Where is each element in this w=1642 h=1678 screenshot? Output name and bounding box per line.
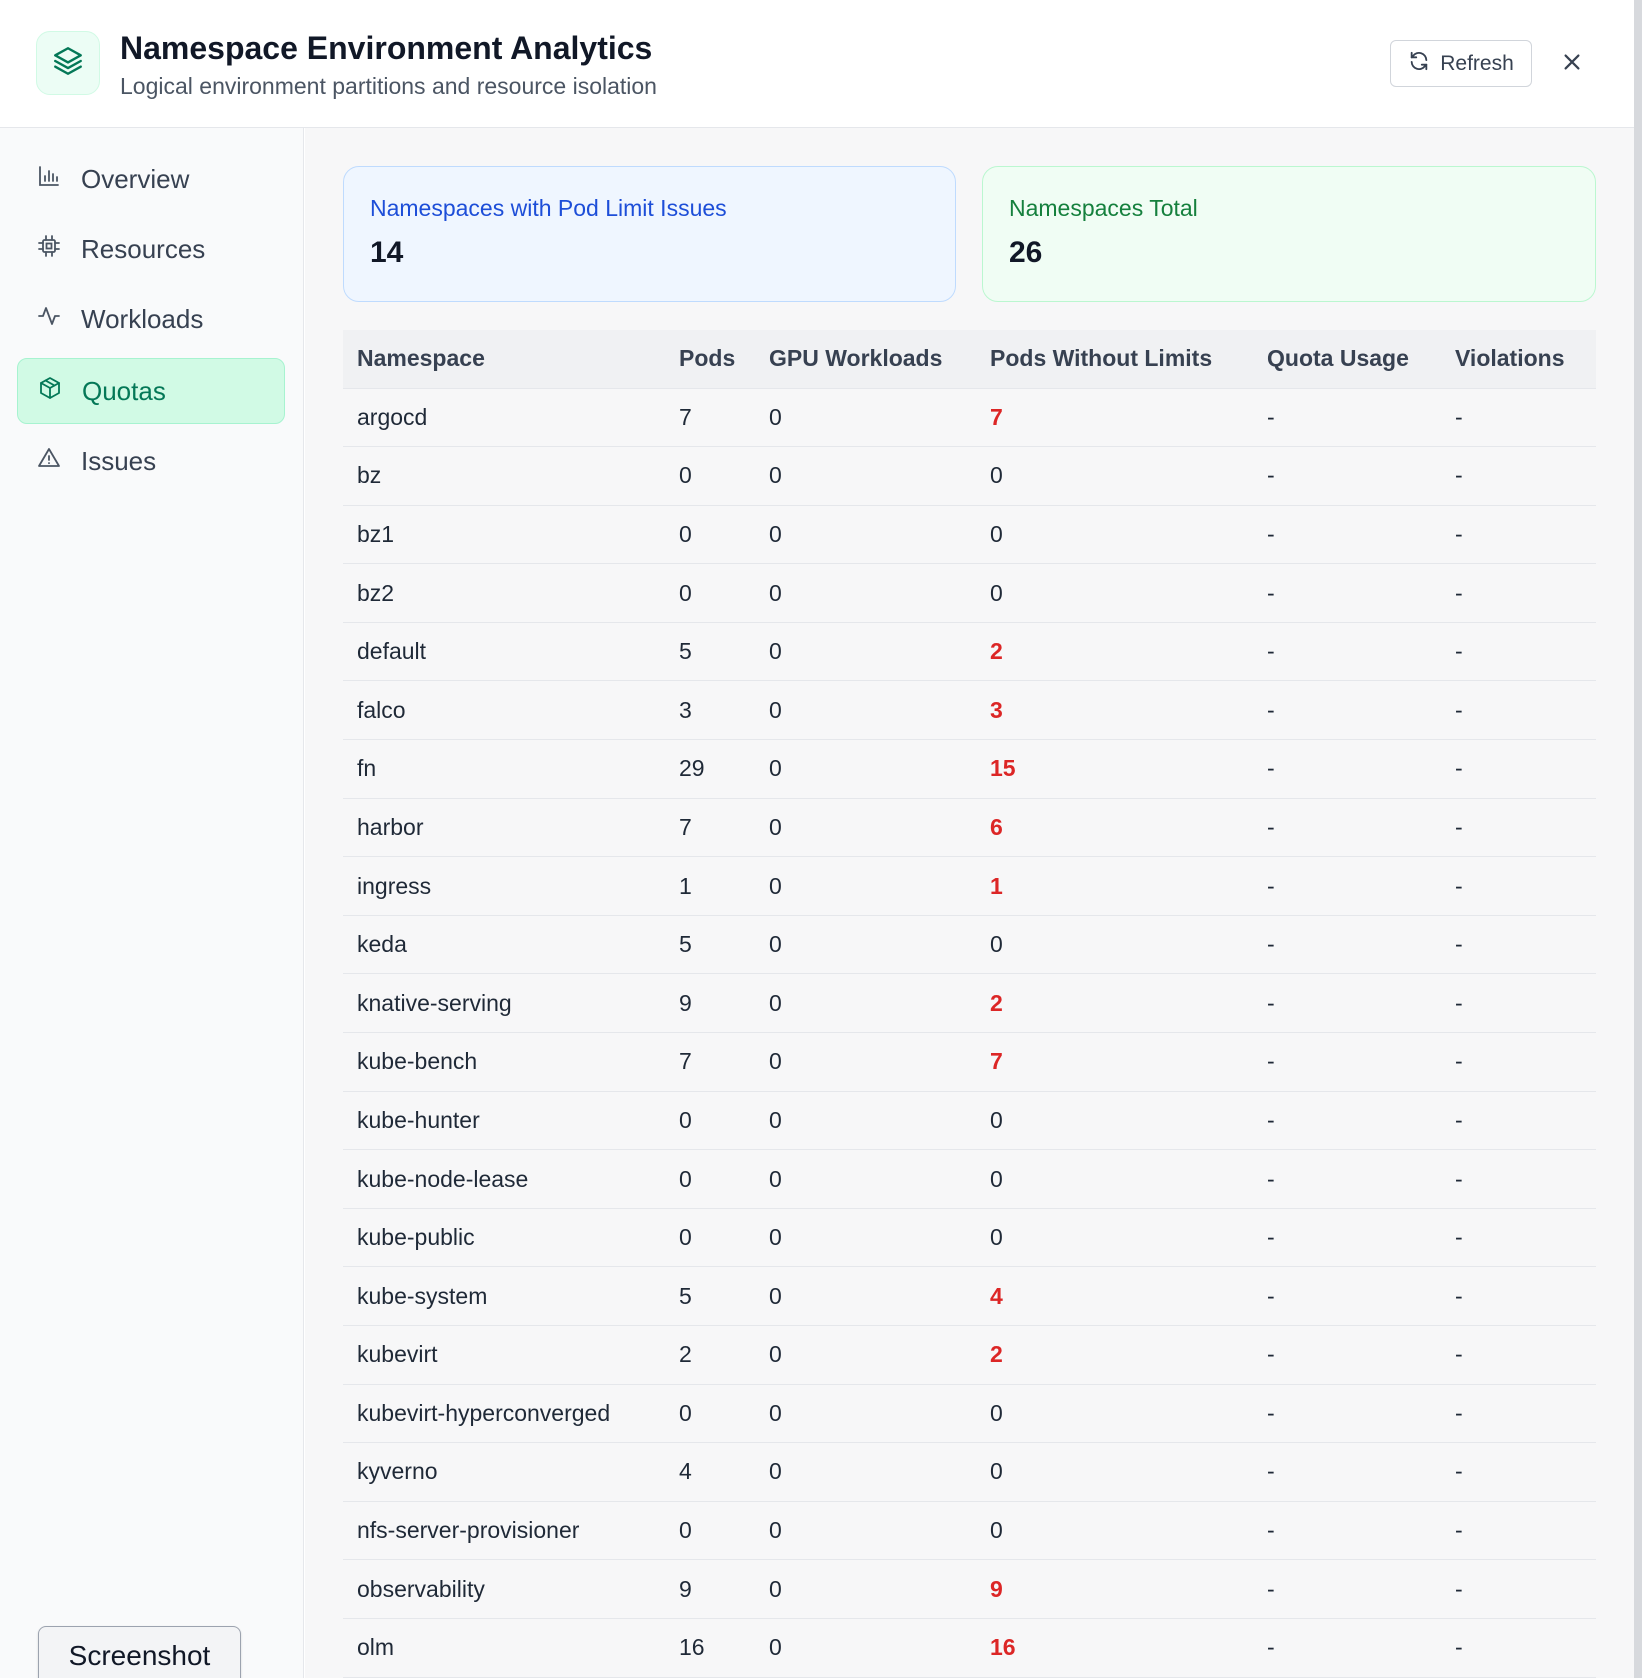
sidebar	[0, 128, 304, 1678]
pods-without-limits-cell: 0	[976, 1384, 1253, 1443]
gpu-workloads-cell: 0	[755, 1150, 976, 1209]
pods-cell: 0	[665, 1208, 755, 1267]
pods-cell: 0	[665, 447, 755, 506]
namespace-cell: harbor	[343, 798, 665, 857]
package-icon	[38, 376, 62, 407]
gpu-workloads-cell: 0	[755, 505, 976, 564]
table-row[interactable]	[343, 1150, 1596, 1209]
gpu-workloads-cell: 0	[755, 1443, 976, 1502]
gpu-workloads-cell: 0	[755, 915, 976, 974]
violations-cell: -	[1441, 447, 1596, 506]
pods-without-limits-cell: 15	[976, 740, 1253, 799]
violations-cell: -	[1441, 564, 1596, 623]
namespace-cell: kube-node-lease	[343, 1150, 665, 1209]
namespace-cell: falco	[343, 681, 665, 740]
quota-usage-cell: -	[1253, 1560, 1441, 1619]
pods-cell: 5	[665, 1267, 755, 1326]
pods-without-limits-cell: 7	[976, 1033, 1253, 1092]
pods-without-limits-cell: 7	[976, 388, 1253, 447]
table-row[interactable]	[343, 1033, 1596, 1092]
pods-without-limits-cell: 4	[976, 1267, 1253, 1326]
table-row[interactable]	[343, 681, 1596, 740]
close-button[interactable]	[1552, 44, 1592, 84]
quota-usage-cell: -	[1253, 681, 1441, 740]
sidebar-item-issues[interactable]	[17, 428, 285, 494]
pods-cell: 7	[665, 1033, 755, 1092]
pods-without-limits-cell: 0	[976, 564, 1253, 623]
main-content	[305, 128, 1634, 1678]
table-row[interactable]	[343, 505, 1596, 564]
pods-cell: 7	[665, 798, 755, 857]
table-row[interactable]	[343, 1326, 1596, 1385]
gpu-workloads-cell: 0	[755, 564, 976, 623]
violations-cell: -	[1441, 622, 1596, 681]
pods-without-limits-cell: 0	[976, 1208, 1253, 1267]
table-row[interactable]	[343, 1091, 1596, 1150]
namespace-cell: bz2	[343, 564, 665, 623]
namespace-cell: kube-bench	[343, 1033, 665, 1092]
sidebar-item-workloads[interactable]	[17, 286, 285, 352]
pods-without-limits-cell: 16	[976, 1618, 1253, 1677]
pods-without-limits-cell: 0	[976, 1501, 1253, 1560]
pods-cell: 0	[665, 564, 755, 623]
background-window-edge	[1634, 0, 1642, 1678]
pods-without-limits-cell: 0	[976, 1150, 1253, 1209]
bar-chart-icon	[37, 164, 61, 195]
violations-cell: -	[1441, 1560, 1596, 1619]
namespace-cell: kubevirt-hyperconverged	[343, 1384, 665, 1443]
quota-usage-cell: -	[1253, 447, 1441, 506]
quota-usage-cell: -	[1253, 974, 1441, 1033]
namespace-cell: kyverno	[343, 1443, 665, 1502]
quota-usage-cell: -	[1253, 505, 1441, 564]
gpu-workloads-cell: 0	[755, 1618, 976, 1677]
namespace-cell: bz1	[343, 505, 665, 564]
table-row[interactable]	[343, 915, 1596, 974]
gpu-workloads-cell: 0	[755, 1267, 976, 1326]
pods-cell: 9	[665, 1560, 755, 1619]
cpu-chip-icon	[37, 234, 61, 265]
refresh-label: Refresh	[1440, 51, 1514, 75]
gpu-workloads-cell: 0	[755, 622, 976, 681]
table-row[interactable]	[343, 740, 1596, 799]
gpu-workloads-cell: 0	[755, 1033, 976, 1092]
column-header[interactable]: Pods Without Limits	[976, 330, 1253, 388]
namespace-cell: nfs-server-provisioner	[343, 1501, 665, 1560]
violations-cell: -	[1441, 1267, 1596, 1326]
namespace-cell: kubevirt	[343, 1326, 665, 1385]
close-icon	[1561, 51, 1583, 78]
pods-without-limits-cell: 2	[976, 1326, 1253, 1385]
violations-cell: -	[1441, 1384, 1596, 1443]
activity-icon	[37, 304, 61, 335]
table-row[interactable]	[343, 1267, 1596, 1326]
table-row[interactable]	[343, 1443, 1596, 1502]
namespace-cell: kube-public	[343, 1208, 665, 1267]
table-row[interactable]	[343, 1618, 1596, 1677]
pods-cell: 1	[665, 857, 755, 916]
column-header[interactable]: GPU Workloads	[755, 330, 976, 388]
pods-cell: 5	[665, 622, 755, 681]
violations-cell: -	[1441, 857, 1596, 916]
namespace-cell: observability	[343, 1560, 665, 1619]
pods-cell: 29	[665, 740, 755, 799]
sidebar-item-label: Issues	[81, 445, 157, 476]
pods-cell: 0	[665, 1150, 755, 1209]
refresh-button[interactable]	[1390, 40, 1532, 87]
card-label: Namespaces Total	[1009, 195, 1198, 221]
namespace-cell: fn	[343, 740, 665, 799]
gpu-workloads-cell: 0	[755, 974, 976, 1033]
violations-cell: -	[1441, 1443, 1596, 1502]
sidebar-item-overview[interactable]	[17, 146, 285, 212]
quota-usage-cell: -	[1253, 388, 1441, 447]
quota-usage-cell: -	[1253, 564, 1441, 623]
quota-usage-cell: -	[1253, 1033, 1441, 1092]
page-title: Namespace Environment Analytics	[120, 30, 653, 66]
gpu-workloads-cell: 0	[755, 388, 976, 447]
pods-cell: 0	[665, 1384, 755, 1443]
gpu-workloads-cell: 0	[755, 447, 976, 506]
gpu-workloads-cell: 0	[755, 798, 976, 857]
gpu-workloads-cell: 0	[755, 1384, 976, 1443]
sidebar-item-label: Workloads	[81, 303, 204, 334]
quota-usage-cell: -	[1253, 1443, 1441, 1502]
gpu-workloads-cell: 0	[755, 681, 976, 740]
table-row[interactable]	[343, 857, 1596, 916]
table-row[interactable]	[343, 1384, 1596, 1443]
table-row[interactable]	[343, 1501, 1596, 1560]
table-row[interactable]	[343, 388, 1596, 447]
table-row[interactable]	[343, 622, 1596, 681]
gpu-workloads-cell: 0	[755, 1501, 976, 1560]
violations-cell: -	[1441, 1208, 1596, 1267]
violations-cell: -	[1441, 1326, 1596, 1385]
quota-usage-cell: -	[1253, 1267, 1441, 1326]
violations-cell: -	[1441, 1501, 1596, 1560]
violations-cell: -	[1441, 915, 1596, 974]
namespace-cell: default	[343, 622, 665, 681]
quota-usage-cell: -	[1253, 622, 1441, 681]
pods-cell: 7	[665, 388, 755, 447]
quota-usage-cell: -	[1253, 1384, 1441, 1443]
violations-cell: -	[1441, 1150, 1596, 1209]
gpu-workloads-cell: 0	[755, 1560, 976, 1619]
pods-without-limits-cell: 2	[976, 974, 1253, 1033]
quota-usage-cell: -	[1253, 1618, 1441, 1677]
namespace-cell: ingress	[343, 857, 665, 916]
pods-cell: 0	[665, 1091, 755, 1150]
quota-usage-cell: -	[1253, 1208, 1441, 1267]
pods-cell: 3	[665, 681, 755, 740]
pods-without-limits-cell: 0	[976, 1091, 1253, 1150]
table-row[interactable]	[343, 974, 1596, 1033]
table-row[interactable]	[343, 1208, 1596, 1267]
table-body	[343, 388, 1596, 1677]
namespaces-total-card	[982, 166, 1596, 302]
pods-cell: 9	[665, 974, 755, 1033]
pods-without-limits-cell: 3	[976, 681, 1253, 740]
card-value: 14	[370, 236, 404, 269]
quota-usage-cell: -	[1253, 915, 1441, 974]
table-header-row	[343, 330, 1596, 388]
gpu-workloads-cell: 0	[755, 1326, 976, 1385]
column-header[interactable]: Pods	[665, 330, 755, 388]
pods-cell: 0	[665, 1501, 755, 1560]
sidebar-item-label: Resources	[81, 233, 206, 264]
pods-without-limits-cell: 0	[976, 1443, 1253, 1502]
violations-cell: -	[1441, 681, 1596, 740]
table-row[interactable]	[343, 564, 1596, 623]
screenshot-button[interactable]: Screenshot	[38, 1626, 241, 1678]
refresh-icon	[1408, 50, 1430, 78]
warning-triangle-icon	[37, 446, 61, 477]
pods-without-limits-cell: 0	[976, 505, 1253, 564]
quota-usage-cell: -	[1253, 798, 1441, 857]
pods-cell: 0	[665, 505, 755, 564]
violations-cell: -	[1441, 1091, 1596, 1150]
page-subtitle: Logical environment partitions and resource isolation	[120, 73, 657, 99]
pods-cell: 4	[665, 1443, 755, 1502]
column-header[interactable]: Quota Usage	[1253, 330, 1441, 388]
pods-cell: 16	[665, 1618, 755, 1677]
pods-without-limits-cell: 0	[976, 915, 1253, 974]
table-row[interactable]	[343, 1560, 1596, 1619]
pod-limit-issues-card	[343, 166, 956, 302]
namespace-cell: olm	[343, 1618, 665, 1677]
quota-usage-cell: -	[1253, 1501, 1441, 1560]
quota-usage-cell: -	[1253, 1150, 1441, 1209]
violations-cell: -	[1441, 740, 1596, 799]
namespace-cell: kube-system	[343, 1267, 665, 1326]
layers-icon	[51, 44, 85, 83]
column-header[interactable]: Violations	[1441, 330, 1596, 388]
gpu-workloads-cell: 0	[755, 740, 976, 799]
violations-cell: -	[1441, 505, 1596, 564]
sidebar-item-label: Quotas	[82, 375, 166, 406]
sidebar-item-quotas[interactable]	[17, 358, 285, 424]
pods-cell: 5	[665, 915, 755, 974]
gpu-workloads-cell: 0	[755, 1208, 976, 1267]
logo	[36, 31, 100, 95]
quota-usage-cell: -	[1253, 740, 1441, 799]
header	[0, 0, 1634, 128]
card-label: Namespaces with Pod Limit Issues	[370, 195, 727, 221]
gpu-workloads-cell: 0	[755, 857, 976, 916]
sidebar-item-resources[interactable]	[17, 216, 285, 282]
pods-without-limits-cell: 0	[976, 447, 1253, 506]
violations-cell: -	[1441, 1033, 1596, 1092]
namespace-cell: argocd	[343, 388, 665, 447]
quota-usage-cell: -	[1253, 1326, 1441, 1385]
pods-cell: 2	[665, 1326, 755, 1385]
pods-without-limits-cell: 6	[976, 798, 1253, 857]
card-value: 26	[1009, 236, 1043, 269]
pods-without-limits-cell: 2	[976, 622, 1253, 681]
violations-cell: -	[1441, 388, 1596, 447]
namespace-cell: keda	[343, 915, 665, 974]
column-header[interactable]: Namespace	[343, 330, 665, 388]
sidebar-item-label: Overview	[81, 163, 190, 194]
table-row[interactable]	[343, 798, 1596, 857]
pods-without-limits-cell: 9	[976, 1560, 1253, 1619]
table-row[interactable]	[343, 447, 1596, 506]
namespace-cell: kube-hunter	[343, 1091, 665, 1150]
gpu-workloads-cell: 0	[755, 1091, 976, 1150]
violations-cell: -	[1441, 974, 1596, 1033]
namespace-cell: bz	[343, 447, 665, 506]
namespace-cell: knative-serving	[343, 974, 665, 1033]
violations-cell: -	[1441, 1618, 1596, 1677]
violations-cell: -	[1441, 798, 1596, 857]
pods-without-limits-cell: 1	[976, 857, 1253, 916]
quota-usage-cell: -	[1253, 857, 1441, 916]
namespace-table	[343, 330, 1596, 1678]
quota-usage-cell: -	[1253, 1091, 1441, 1150]
